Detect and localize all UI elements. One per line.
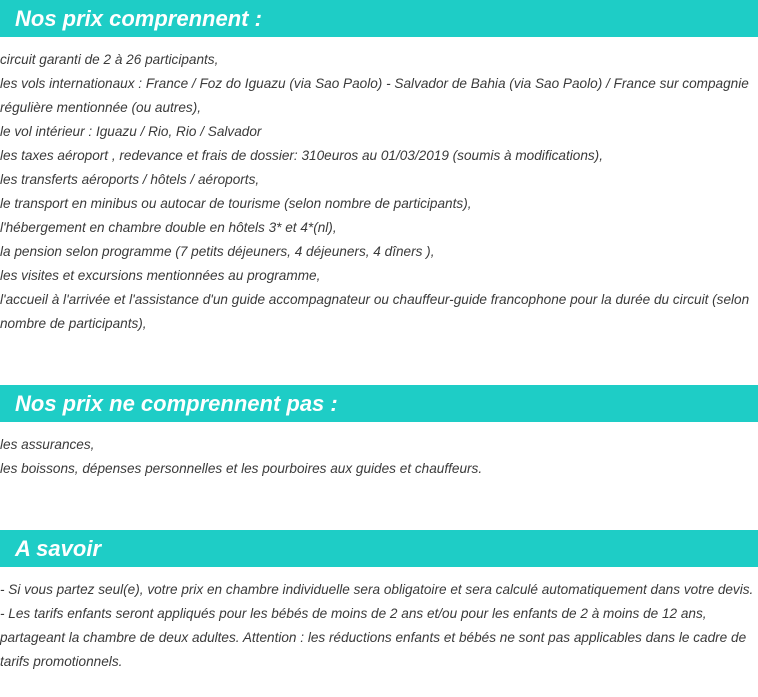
not-included-item: les boissons, dépenses personnelles et les pourboires aux guides et chauffeurs. xyxy=(0,461,483,476)
included-item: le vol intérieur : Iguazu / Rio, Rio / Salvador xyxy=(0,124,262,139)
good-to-know-list xyxy=(0,578,754,674)
not-included-header: Nos prix ne comprennent pas : xyxy=(0,385,758,422)
included-item: les taxes aéroport , redevance et frais de dossier: 310euros au 01/03/2019 (soumis à modifications), xyxy=(0,148,603,163)
included-item: la pension selon programme (7 petits déjeuners, 4 déjeuners, 4 dîners ), xyxy=(0,244,435,259)
included-item: le transport en minibus ou autocar de tourisme (selon nombre de participants), xyxy=(0,196,472,211)
included-item: les transferts aéroports / hôtels / aéroports, xyxy=(0,172,260,187)
included-list xyxy=(0,48,754,336)
good-to-know-item: - Les tarifs enfants seront appliqués pour les bébés de moins de 2 ans et/ou pour les enfants de 2 à moins de 12 ans, partageant la chambre de deux adultes. Attention : les réductions enfants et bébés ne sont pas applicables dans le cadre de tarifs promotionnels. xyxy=(0,606,747,669)
not-included-item: les assurances, xyxy=(0,437,95,452)
included-item: les visites et excursions mentionnées au programme, xyxy=(0,268,321,283)
not-included-list xyxy=(0,433,754,481)
included-header: Nos prix comprennent : xyxy=(0,0,758,37)
included-item: les vols internationaux : France / Foz do Iguazu (via Sao Paolo) - Salvador de Bahia (via Sao Paolo) / France sur compagnie régulière mentionnée (ou autres), xyxy=(0,76,749,115)
included-item: circuit garanti de 2 à 26 participants, xyxy=(0,52,219,67)
good-to-know-header: A savoir xyxy=(0,530,758,567)
included-item: l'hébergement en chambre double en hôtels 3* et 4*(nl), xyxy=(0,220,337,235)
included-item: l'accueil à l'arrivée et l'assistance d'un guide accompagnateur ou chauffeur-guide francophone pour la durée du circuit (selon nombre de participants), xyxy=(0,292,750,331)
good-to-know-item: - Si vous partez seul(e), votre prix en chambre individuelle sera obligatoire et sera calculé automatiquement dans votre devis. xyxy=(0,582,754,597)
